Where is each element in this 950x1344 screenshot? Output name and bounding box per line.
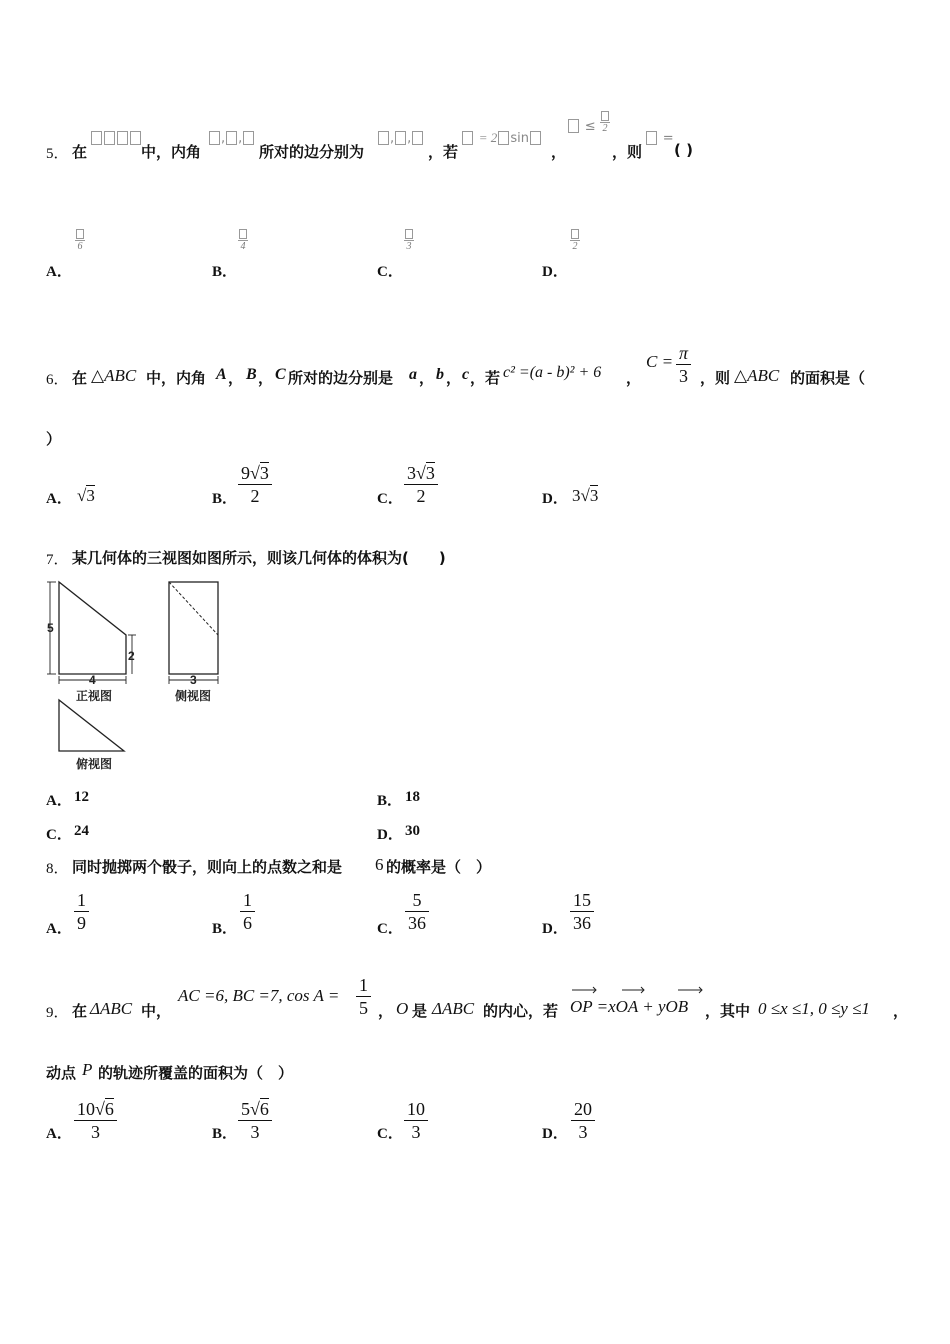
front-view-label: 正视图	[76, 689, 113, 703]
q5-option-a-value: 6	[75, 228, 85, 253]
q5-option-d-label: D．	[542, 264, 568, 280]
q5-option-a-label: A．	[46, 264, 72, 280]
q6-option-b-label: B．	[212, 491, 238, 507]
q5-option-c-value: 3	[404, 228, 414, 253]
q8-option-a-label: A．	[46, 921, 72, 937]
q7-option-c-label: C．	[46, 827, 72, 843]
q5-expr-sin: sin	[510, 131, 529, 146]
q9-condition: AC =6, BC =7, cos A =	[178, 986, 340, 1005]
q6-option-c-value: $\frac{3√3}{2}$	[404, 462, 438, 507]
q6-text-6: ，则	[700, 369, 731, 387]
q6-comma-2: ，	[258, 369, 274, 387]
q5-option-b-label: B．	[212, 264, 238, 280]
q9-triangle-2: ΔABC	[432, 999, 475, 1018]
q9-text-2: 中，	[141, 1002, 172, 1020]
q9-vector-equation: OP =xOA + yOB	[570, 997, 689, 1016]
q6-angle-c: C	[275, 366, 286, 383]
dim-2-label: 2	[128, 649, 135, 663]
q6-option-b-value: $\frac{9√3}{2}$	[238, 462, 272, 507]
q7-option-d-value: 30	[405, 823, 420, 839]
q9-option-b-label: B．	[212, 1126, 238, 1142]
q6-text-4: ，若	[470, 369, 501, 387]
q6-option-a-value: √3	[77, 486, 95, 505]
q5-expr-eq: = 2	[478, 130, 498, 145]
q9-o: O	[396, 999, 409, 1018]
q6-close-paren: ）	[46, 430, 62, 448]
q5-expr-answer	[645, 128, 674, 146]
q9-p: P	[82, 1060, 93, 1079]
q7-option-b-value: 18	[405, 789, 420, 805]
q9-range: 0 ≤x ≤1, 0 ≤y ≤1	[758, 999, 870, 1018]
side-view-label: 侧视图	[175, 689, 212, 703]
q6-number: 6．	[46, 372, 69, 388]
q5-placeholder-angles: , ,	[208, 128, 255, 146]
q6-equation: c² =(a - b)² + 6	[503, 364, 602, 381]
q8-option-c-value: $\frac{5}{36}$	[405, 889, 429, 934]
side-view	[169, 582, 218, 684]
q9-text-4: 是	[412, 1002, 428, 1020]
q6-text-7: 的面积是（	[790, 369, 866, 387]
q5-expr-equation	[461, 128, 542, 146]
q9-cos-fraction: $\frac{1}{5}$	[356, 974, 371, 1019]
q9-option-d-value: $\frac{20}{3}$	[571, 1098, 595, 1143]
q5-option-c-label: C．	[377, 264, 403, 280]
q6-option-a-label: A．	[46, 491, 72, 507]
q6-side-b: b	[436, 366, 444, 383]
q6-angle-b: B	[246, 366, 257, 383]
q5-option-b-value: 4	[238, 228, 248, 253]
q5-placeholder-sides: , ,	[377, 128, 424, 146]
q5-text-2: 中，内角	[141, 143, 202, 161]
q7-three-view-figure	[44, 576, 234, 776]
q6-text-3: 所对的边分别是	[288, 369, 394, 387]
q9-option-d-label: D．	[542, 1126, 568, 1142]
q6-comma-4: ，	[446, 369, 462, 387]
q8-option-c-label: C．	[377, 921, 403, 937]
q6-pi-over-3: $\frac{\pi}{3}$	[676, 342, 691, 387]
q5-expr-eq2: =	[662, 131, 674, 146]
q9-option-c-label: C．	[377, 1126, 403, 1142]
q6-triangle-2: △ABC	[734, 366, 780, 385]
q5-text-3: 所对的边分别为	[259, 143, 365, 161]
q6-option-d-value: 3√3	[572, 486, 599, 505]
front-view	[47, 582, 136, 684]
q5-expr-inequality	[567, 116, 596, 134]
q7-option-a-value: 12	[74, 789, 89, 805]
q9-text-3: ，	[378, 1002, 394, 1020]
q6-text-5: ，	[626, 369, 642, 387]
q8-option-d-value: $\frac{15}{36}$	[570, 889, 594, 934]
q8-text-2: 的概率是（ ）	[386, 858, 492, 876]
q5-placeholder-triangle	[90, 128, 142, 146]
q7-option-b-label: B．	[377, 793, 403, 809]
q6-comma-1: ，	[228, 369, 244, 387]
q9-triangle: ΔABC	[90, 999, 133, 1018]
q7-text: 某几何体的三视图如图所示，则该几何体的体积为( )	[72, 549, 446, 567]
q7-option-c-value: 24	[74, 823, 89, 839]
q9-option-a-label: A．	[46, 1126, 72, 1142]
q9-number: 9．	[46, 1005, 69, 1021]
q8-number: 8．	[46, 861, 69, 877]
q6-option-c-label: C．	[377, 491, 403, 507]
q9-text-1: 在	[72, 1002, 88, 1020]
q9-text-5: 的内心，若	[483, 1002, 559, 1020]
q5-text-1: 在	[72, 143, 88, 161]
q5-expr-le: ≤	[584, 119, 596, 134]
dim-5-label: 5	[47, 621, 54, 635]
q6-option-d-label: D．	[542, 491, 568, 507]
q9-line2-text-2: 的轨迹所覆盖的面积为（ ）	[98, 1064, 294, 1082]
q5-text-6: ，则	[612, 143, 643, 161]
q6-comma-3: ，	[419, 369, 435, 387]
q9-option-a-value: $\frac{10√6}{3}$	[74, 1098, 117, 1143]
q6-triangle: △ABC	[91, 366, 137, 385]
q6-c-eq: C =	[646, 352, 674, 371]
q9-text-7: ，	[893, 1002, 909, 1020]
q5-option-d-value: 2	[570, 228, 580, 253]
top-view-label: 俯视图	[76, 757, 113, 771]
q8-option-b-value: $\frac{1}{6}$	[240, 889, 255, 934]
q6-angle-a: A	[216, 366, 227, 383]
q7-option-d-label: D．	[377, 827, 403, 843]
q5-text-7: ( )	[674, 141, 693, 159]
q6-text-1: 在	[72, 369, 88, 387]
q9-option-b-value: $\frac{5√6}{3}$	[238, 1098, 272, 1143]
q5-text-4: ，若	[428, 143, 459, 161]
q9-text-6: ，其中	[705, 1002, 751, 1020]
dim-4-label: 4	[89, 673, 96, 687]
q6-side-a: a	[409, 366, 417, 383]
q8-option-b-label: B．	[212, 921, 238, 937]
q8-option-d-label: D．	[542, 921, 568, 937]
q8-option-a-value: $\frac{1}{9}$	[74, 889, 89, 934]
dim-3-label: 3	[190, 673, 197, 687]
q7-option-a-label: A．	[46, 793, 72, 809]
q6-text-2: 中，内角	[146, 369, 207, 387]
q8-text-1: 同时抛掷两个骰子，则向上的点数之和是	[72, 858, 343, 876]
q9-option-c-value: $\frac{10}{3}$	[404, 1098, 428, 1143]
top-view	[59, 700, 124, 751]
q8-six: 6	[375, 855, 384, 874]
q5-number: 5．	[46, 146, 69, 162]
q9-line2-text-1: 动点	[46, 1064, 77, 1082]
q7-number: 7．	[46, 552, 69, 568]
q9-vector-arrows	[570, 985, 710, 995]
q6-side-c: c	[462, 366, 470, 383]
q5-expr-half: 2	[600, 110, 610, 135]
q5-text-5: ，	[551, 143, 567, 161]
